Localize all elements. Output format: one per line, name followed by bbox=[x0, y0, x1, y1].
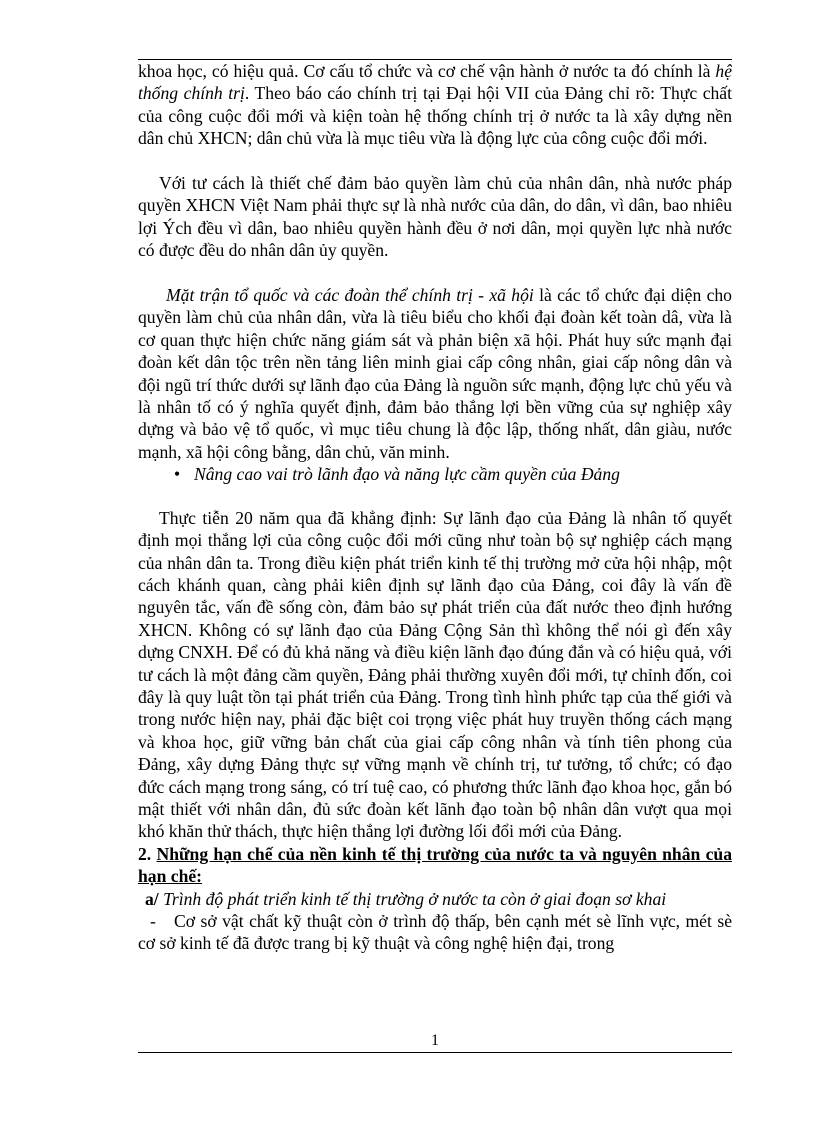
dash-list-item bbox=[138, 910, 732, 955]
section-title: Những hạn chế của nền kinh tế thị trường của nước ta và nguyên nhân của hạn chế: bbox=[138, 843, 732, 887]
bullet-text: Nâng cao vai trò lãnh đạo và năng lực cầm quyền của Đảng bbox=[194, 464, 620, 485]
paragraph-rule-of-law-state: Với tư cách là thiết chế đảm bảo quyền làm chủ của nhân dân, nhà nước pháp quyền XHCN Việt Nam phải thực sự là nhà nước của dân, do dân, vì dân, bao nhiêu lợi Ých đều vì dân, bao nhiêu quyền hành đều ở nơi dân, mọi quyền lực nhà nước có được đều do nhân dân ủy quyền. bbox=[138, 173, 732, 261]
footer-rule bbox=[138, 1052, 732, 1053]
page-number: 1 bbox=[431, 1032, 439, 1049]
page-body bbox=[138, 60, 732, 955]
dash-icon: - bbox=[150, 911, 156, 931]
paragraph-political-system bbox=[138, 60, 732, 150]
paragraph-party-role: Thực tiễn 20 năm qua đã khẳng định: Sự lãnh đạo của Đảng là nhân tố quyết định mọi thắng lợi của công cuộc đổi mới cũng như toàn bộ sự nghiệp cách mạng của nhân dân ta. Trong điều kiện phát triển kinh tế thị trường mở cửa hội nhập, một cách khánh quan, càng phải kiên định sự lãnh đạo của Đảng, coi đây là vấn đề nguyên tắc, vấn đề sống còn, đảm bảo sự phát triển của đất nước theo định hướng XHCN. Không có sự lãnh đạo của Đảng Cộng Sản thì không thể nói gì đến xây dựng CNXH. Để có đủ khả năng và điều kiện lãnh đạo đúng đắn và có hiệu quả, với tư cách là một đảng cầm quyền, Đảng phải thường xuyên đổi mới, tự chỉnh đốn, coi đây là quy luật tồn tại phát triển của Đảng. Trong tình hình phức tạp của thế giới và trong nước hiện nay, phải đặc biệt coi trọng việc phát huy truyền thống cách mạng và khoa học, giữ vững bản chất của giai cấp công nhân và tính tiên phong của Đảng, xây dựng Đảng thực sự vững mạnh về chính trị, tư tưởng, tổ chức; có đạo đức cách mạng trong sáng, có trí tuệ cao, có phương thức lãnh đạo khoa học, gắn bó mật thiết với nhân dân, đủ sức đoàn kết lãnh đạo toàn bộ nhân dân vượt qua mọi khó khăn thử thách, thực hiện thắng lợi đường lối đổi mới của Đảng. bbox=[138, 507, 732, 842]
bullet-item-party-leadership bbox=[138, 463, 732, 485]
emphasis-text: hệ thống chính trị bbox=[138, 61, 732, 104]
emphasis-text: Mặt trận tổ quốc và các đoàn thể chính trị - xã hội bbox=[166, 285, 534, 306]
paragraph-text: . Theo báo cáo chính trị tại Đại hội VII của Đảng chỉ rõ: Thực chất của công cuộc đổi mới và kiện toàn hệ thống chính trị ở nước ta là xây dựng nền dân chủ XHCN; dân chủ vừa là mục tiêu vừa là động lực của công cuộc đổi mới. bbox=[138, 83, 732, 149]
paragraph-fatherland-front bbox=[138, 284, 732, 463]
list-item-text: Cơ sở vật chất kỹ thuật còn ở trình độ thấp, bên cạnh mét sè lĩnh vực, mét sè cơ sở kinh tế đã được trang bị kỹ thuật và công nghệ hiện đại, trong bbox=[138, 911, 732, 954]
subsection-title: Trình độ phát triển kinh tế thị trường ở nước ta còn ở giai đoạn sơ khai bbox=[158, 888, 667, 909]
subsection-heading bbox=[138, 888, 732, 910]
paragraph-text: là các tổ chức đại diện cho quyền làm chủ của nhân dân, vừa là tiêu biểu cho khối đại đoàn kết toàn dâ, vừa là cơ quan thực hiện chức năng giám sát và phản biện xã hội. Phát huy sức mạnh đại đoàn kết dân tộc trên nền tảng liên minh giai cấp công nhân, giai cấp nông dân và đội ngũ trí thức dưới sự lãnh đạo của Đảng là nguồn sức mạnh, động lực chủ yếu và là nhân tố có ý nghĩa quyết định, đảm bảo thắng lợi bền vững của sự nghiệp xây dựng và bảo vệ tổ quốc, vì mục tiêu chung là độc lập, thống nhất, dân giàu, nước mạnh, xã hội công bằng, dân chủ, văn minh. bbox=[138, 285, 732, 462]
section-heading bbox=[138, 843, 732, 888]
paragraph-text: khoa học, có hiệu quả. Cơ cấu tổ chức và cơ chế vận hành ở nước ta đó chính là bbox=[138, 61, 716, 81]
bullet-icon: • bbox=[174, 464, 181, 485]
section-number: 2. bbox=[138, 843, 157, 864]
subsection-label: a/ bbox=[145, 888, 159, 909]
